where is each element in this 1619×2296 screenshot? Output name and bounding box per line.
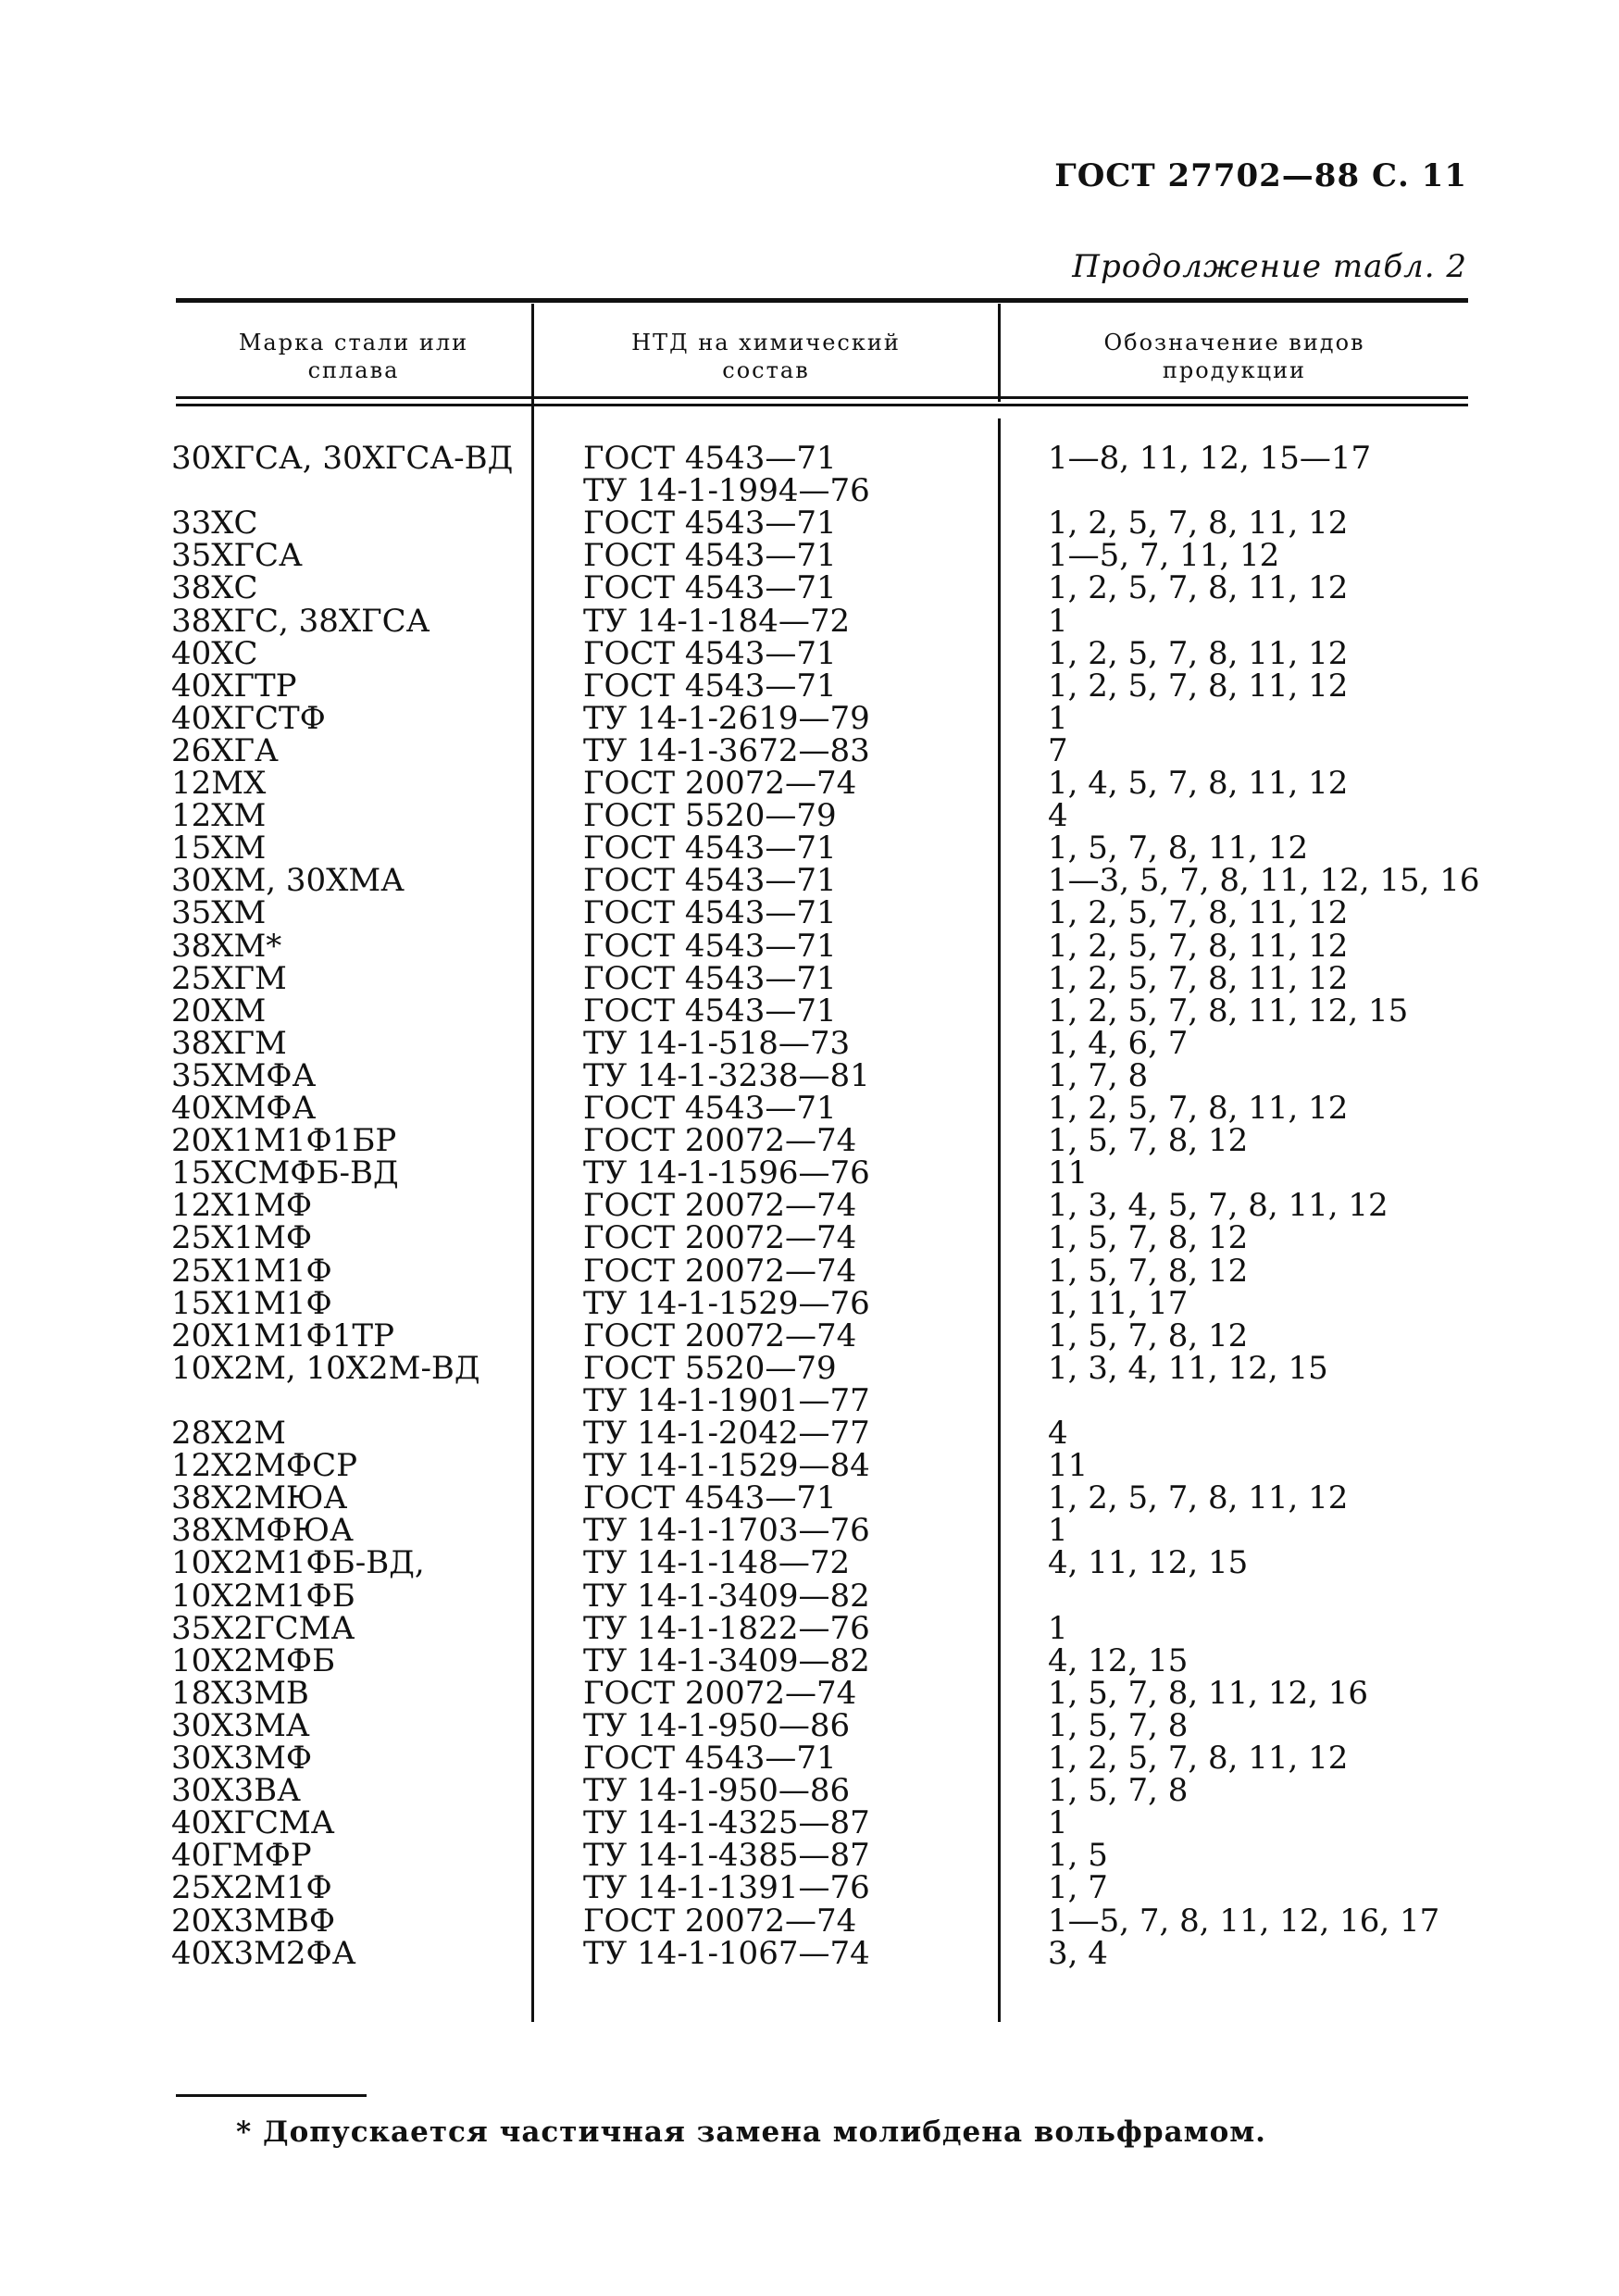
steel-grade-cell: 20Х1М1Ф1БР <box>171 1122 397 1160</box>
ntd-cell: ГОСТ 4543—71 <box>583 440 837 477</box>
column-header-line: НТД на химический <box>631 330 901 356</box>
ntd-cell: ТУ 14-1-2042—77 <box>583 1415 870 1452</box>
table-row <box>0 1092 1619 1125</box>
steel-grade-cell: 38Х2МЮА <box>171 1479 348 1517</box>
steel-grade-cell: 35ХГСА <box>171 537 303 575</box>
table-row <box>0 992 1619 1029</box>
ntd-cell: ГОСТ 5520—79 <box>583 797 837 835</box>
steel-grade-cell: 30ХМ, 30ХМА <box>171 862 405 900</box>
table-row <box>0 832 1619 865</box>
ntd-cell: ТУ 14-1-1067—74 <box>583 1934 870 1972</box>
steel-grade-cell: 38ХМ* <box>171 927 282 965</box>
product-types-cell: 1, 5, 7, 8, 12 <box>1048 1252 1249 1290</box>
steel-grade-cell: 15Х1М1Ф <box>171 1284 332 1322</box>
table-row <box>0 1187 1619 1225</box>
table-row <box>0 894 1619 932</box>
steel-grade-cell: 40ХГТР <box>171 667 297 705</box>
steel-grade-cell: 35ХМ <box>171 894 267 932</box>
ntd-cell: ГОСТ 4543—71 <box>583 927 837 965</box>
page-header: ГОСТ 27702—88 С. 11 <box>1054 157 1467 194</box>
table-row <box>0 505 1619 543</box>
column-header-line: продукции <box>1162 357 1307 383</box>
product-types-cell: 1, 2, 5, 7, 8, 11, 12 <box>1048 959 1349 997</box>
ntd-cell: ГОСТ 4543—71 <box>583 634 837 672</box>
product-types-cell: 1—5, 7, 11, 12 <box>1048 537 1280 575</box>
ntd-cell: ГОСТ 4543—71 <box>583 1740 837 1777</box>
table-row <box>0 1869 1619 1907</box>
table-row <box>0 602 1619 640</box>
ntd-cell: ТУ 14-1-1529—84 <box>583 1447 870 1485</box>
product-types-cell: 1, 5 <box>1048 1837 1108 1875</box>
steel-grade-cell: 12Х1МФ <box>171 1187 313 1225</box>
steel-grade-cell: 12МХ <box>171 765 267 802</box>
ntd-cell: ТУ 14-1-1822—76 <box>583 1609 870 1647</box>
steel-grade-cell: 40ХГСМА <box>171 1804 335 1842</box>
header-bottom-rule-2 <box>176 404 1468 406</box>
steel-grade-cell: 40ХГСТФ <box>171 699 326 737</box>
ntd-cell: ТУ 14-1-148—72 <box>583 1544 851 1582</box>
steel-grade-cell: 25Х1МФ <box>171 1219 313 1257</box>
table-row <box>0 537 1619 575</box>
product-types-cell: 4, 12, 15 <box>1048 1641 1189 1679</box>
product-types-cell: 11 <box>1048 1447 1089 1485</box>
table-row <box>0 862 1619 900</box>
ntd-cell: ГОСТ 4543—71 <box>583 959 837 997</box>
ntd-cell: ТУ 14-1-950—86 <box>583 1706 851 1744</box>
ntd-cell: ГОСТ 4543—71 <box>583 505 837 543</box>
product-types-cell: 1, 2, 5, 7, 8, 11, 12 <box>1048 1479 1349 1517</box>
product-types-cell: 1, 2, 5, 7, 8, 11, 12 <box>1048 505 1349 543</box>
steel-grade-cell: 33ХС <box>171 505 258 543</box>
table-row <box>0 1804 1619 1842</box>
ntd-cell: ГОСТ 20072—74 <box>583 1219 857 1257</box>
table-row <box>0 1056 1619 1094</box>
column-header-line: Обозначение видов <box>1103 330 1365 356</box>
ntd-cell: ТУ 14-1-3409—82 <box>583 1641 870 1679</box>
steel-grade-cell: 38ХГС, 38ХГСА <box>171 602 430 640</box>
ntd-cell: ТУ 14-1-1529—76 <box>583 1284 870 1322</box>
steel-grade-cell: 30Х3МФ <box>171 1740 313 1777</box>
product-types-cell: 1 <box>1048 602 1068 640</box>
column-header-ntd <box>534 329 998 384</box>
product-types-cell: 1, 2, 5, 7, 8, 11, 12 <box>1048 927 1349 965</box>
steel-grade-cell: 10Х2М1ФБ-ВД, <box>171 1544 425 1582</box>
product-types-cell: 1, 5, 7, 8 <box>1048 1772 1189 1810</box>
product-types-cell: 1, 5, 7, 8, 12 <box>1048 1219 1249 1257</box>
steel-grade-cell: 30Х3ВА <box>171 1772 301 1810</box>
ntd-cell: ТУ 14-1-3409—82 <box>583 1577 870 1615</box>
ntd-cell: ТУ 14-1-184—72 <box>583 602 851 640</box>
table-row <box>0 1316 1619 1354</box>
ntd-cell: ГОСТ 20072—74 <box>583 1674 857 1712</box>
product-types-cell: 1, 7 <box>1048 1869 1108 1907</box>
product-types-cell: 1, 2, 5, 7, 8, 11, 12 <box>1048 667 1349 705</box>
product-types-cell: 1, 7, 8 <box>1048 1056 1149 1094</box>
product-types-cell: 1, 5, 7, 8, 12 <box>1048 1122 1249 1160</box>
ntd-cell: ТУ 14-1-950—86 <box>583 1772 851 1810</box>
table-row <box>0 472 1619 510</box>
steel-grade-cell: 25ХГМ <box>171 959 287 997</box>
product-types-cell: 1, 5, 7, 8, 12 <box>1048 1316 1249 1354</box>
column-header-line: состав <box>722 357 810 383</box>
steel-grade-cell: 35Х2ГСМА <box>171 1609 355 1647</box>
table-row <box>0 959 1619 997</box>
product-types-cell: 1—5, 7, 8, 11, 12, 16, 17 <box>1048 1902 1440 1940</box>
steel-grade-cell: 18Х3МВ <box>171 1674 309 1712</box>
steel-grade-cell: 20ХМ <box>171 992 267 1029</box>
product-types-cell: 1, 3, 4, 11, 12, 15 <box>1048 1349 1328 1387</box>
table-row <box>0 1609 1619 1647</box>
table-row <box>0 1512 1619 1550</box>
steel-grade-cell: 10Х2МФБ <box>171 1641 336 1679</box>
steel-grade-cell: 28Х2М <box>171 1415 286 1452</box>
steel-grade-cell: 20Х1М1Ф1ТР <box>171 1316 394 1354</box>
table-row <box>0 767 1619 800</box>
ntd-cell: ТУ 14-1-3238—81 <box>583 1056 870 1094</box>
ntd-cell: ГОСТ 20072—74 <box>583 1187 857 1225</box>
product-types-cell: 1, 4, 5, 7, 8, 11, 12 <box>1048 765 1349 802</box>
ntd-cell: ТУ 14-1-4385—87 <box>583 1837 870 1875</box>
ntd-cell: ТУ 14-1-3672—83 <box>583 731 870 769</box>
table-row <box>0 731 1619 769</box>
ntd-cell: ГОСТ 20072—74 <box>583 1316 857 1354</box>
steel-grade-cell: 38ХГМ <box>171 1024 287 1062</box>
table-row <box>0 1219 1619 1257</box>
table-row <box>0 1772 1619 1810</box>
steel-grade-cell: 25Х1М1Ф <box>171 1252 332 1290</box>
table-row <box>0 634 1619 672</box>
steel-grade-cell: 40ГМФР <box>171 1837 312 1875</box>
ntd-cell: ГОСТ 4543—71 <box>583 667 837 705</box>
table-row <box>0 1284 1619 1322</box>
table-row <box>0 1349 1619 1387</box>
table-row <box>0 1902 1619 1940</box>
product-types-cell: 1, 5, 7, 8 <box>1048 1706 1189 1744</box>
ntd-cell: ТУ 14-1-1596—76 <box>583 1154 870 1192</box>
ntd-cell: ТУ 14-1-1901—77 <box>583 1381 870 1419</box>
table-row <box>0 699 1619 737</box>
table-row <box>0 1641 1619 1679</box>
product-types-cell: 1, 2, 5, 7, 8, 11, 12 <box>1048 569 1349 607</box>
steel-grade-cell: 10Х2М1ФБ <box>171 1577 355 1615</box>
table-row <box>0 667 1619 705</box>
product-types-cell: 1 <box>1048 1512 1068 1550</box>
ntd-cell: ТУ 14-1-1994—76 <box>583 472 870 510</box>
table-row <box>0 797 1619 835</box>
steel-grade-cell: 35ХМФА <box>171 1056 317 1094</box>
table-row <box>0 1417 1619 1450</box>
ntd-cell: ТУ 14-1-1703—76 <box>583 1512 870 1550</box>
ntd-cell: ТУ 14-1-518—73 <box>583 1024 851 1062</box>
steel-grade-cell: 20Х3МВФ <box>171 1902 336 1940</box>
product-types-cell: 4 <box>1048 797 1068 835</box>
product-types-cell: 1, 5, 7, 8, 11, 12 <box>1048 830 1309 867</box>
table-row <box>0 1122 1619 1160</box>
ntd-cell: ГОСТ 4543—71 <box>583 992 837 1029</box>
steel-grade-cell: 26ХГА <box>171 731 279 769</box>
table-row <box>0 1674 1619 1712</box>
column-header-grade <box>176 329 531 384</box>
ntd-cell: ГОСТ 4543—71 <box>583 894 837 932</box>
product-types-cell: 1 <box>1048 699 1068 737</box>
table-row <box>0 1577 1619 1615</box>
steel-grade-cell: 40ХМФА <box>171 1090 317 1127</box>
ntd-cell: ГОСТ 4543—71 <box>583 830 837 867</box>
header-bottom-rule-1 <box>176 396 1468 399</box>
product-types-cell: 4 <box>1048 1415 1068 1452</box>
ntd-cell: ГОСТ 20072—74 <box>583 1902 857 1940</box>
ntd-cell: ГОСТ 5520—79 <box>583 1349 837 1387</box>
product-types-cell: 11 <box>1048 1154 1089 1192</box>
steel-grade-cell: 12Х2МФСР <box>171 1447 358 1485</box>
product-types-cell: 1, 11, 17 <box>1048 1284 1189 1322</box>
product-types-cell: 1—8, 11, 12, 15—17 <box>1048 440 1372 477</box>
table-row <box>0 1252 1619 1290</box>
ntd-cell: ТУ 14-1-4325—87 <box>583 1804 870 1842</box>
column-header-line: Марка стали или <box>238 330 469 356</box>
table-row <box>0 927 1619 965</box>
product-types-cell: 1 <box>1048 1609 1068 1647</box>
table-row <box>0 569 1619 607</box>
table-row <box>0 1154 1619 1192</box>
table-row <box>0 1024 1619 1062</box>
table-row <box>0 1706 1619 1744</box>
ntd-cell: ГОСТ 4543—71 <box>583 1090 837 1127</box>
product-types-cell: 7 <box>1048 731 1068 769</box>
footnote-rule <box>176 2094 367 2097</box>
table-row <box>0 1447 1619 1485</box>
steel-grade-cell: 38ХМФЮА <box>171 1512 354 1550</box>
column-header-products <box>1001 329 1468 384</box>
product-types-cell: 1, 2, 5, 7, 8, 11, 12 <box>1048 894 1349 932</box>
ntd-cell: ГОСТ 4543—71 <box>583 537 837 575</box>
steel-grade-cell: 38ХС <box>171 569 258 607</box>
table-row <box>0 1742 1619 1775</box>
product-types-cell: 1—3, 5, 7, 8, 11, 12, 15, 16 <box>1048 862 1480 900</box>
steel-grade-cell: 40ХС <box>171 634 258 672</box>
steel-grade-cell: 25Х2М1Ф <box>171 1869 332 1907</box>
ntd-cell: ГОСТ 20072—74 <box>583 1122 857 1160</box>
table-top-rule <box>176 298 1468 303</box>
table-row <box>0 1837 1619 1875</box>
table-row <box>0 1934 1619 1972</box>
table-continuation-label: Продолжение табл. 2 <box>1072 248 1467 285</box>
ntd-cell: ГОСТ 4543—71 <box>583 1479 837 1517</box>
steel-grade-cell: 40Х3М2ФА <box>171 1934 356 1972</box>
ntd-cell: ГОСТ 4543—71 <box>583 569 837 607</box>
steel-grade-cell: 12ХМ <box>171 797 267 835</box>
ntd-cell: ГОСТ 4543—71 <box>583 862 837 900</box>
table-row <box>0 1479 1619 1517</box>
product-types-cell: 1, 2, 5, 7, 8, 11, 12 <box>1048 1740 1349 1777</box>
product-types-cell: 1, 2, 5, 7, 8, 11, 12 <box>1048 1090 1349 1127</box>
ntd-cell: ГОСТ 20072—74 <box>583 765 857 802</box>
product-types-cell: 1, 2, 5, 7, 8, 11, 12 <box>1048 634 1349 672</box>
table-row <box>0 1544 1619 1582</box>
ntd-cell: ТУ 14-1-1391—76 <box>583 1869 870 1907</box>
table-row <box>0 1381 1619 1419</box>
table-row <box>0 440 1619 477</box>
steel-grade-cell: 15ХМ <box>171 830 267 867</box>
ntd-cell: ТУ 14-1-2619—79 <box>583 699 870 737</box>
product-types-cell: 1 <box>1048 1804 1068 1842</box>
ntd-cell: ГОСТ 20072—74 <box>583 1252 857 1290</box>
product-types-cell: 1, 4, 6, 7 <box>1048 1024 1189 1062</box>
product-types-cell: 1, 5, 7, 8, 11, 12, 16 <box>1048 1674 1369 1712</box>
product-types-cell: 3, 4 <box>1048 1934 1108 1972</box>
footnote: * Допускается частичная замена молибдена вольфрамом. <box>236 2115 1266 2149</box>
steel-grade-cell: 30ХГСА, 30ХГСА-ВД <box>171 440 514 477</box>
product-types-cell: 1, 2, 5, 7, 8, 11, 12, 15 <box>1048 992 1409 1029</box>
column-header-line: сплава <box>307 357 400 383</box>
steel-grade-cell: 10Х2М, 10Х2М-ВД <box>171 1349 480 1387</box>
steel-grade-cell: 15ХСМФБ-ВД <box>171 1154 399 1192</box>
product-types-cell: 1, 3, 4, 5, 7, 8, 11, 12 <box>1048 1187 1389 1225</box>
steel-grade-cell: 30Х3МА <box>171 1706 310 1744</box>
product-types-cell: 4, 11, 12, 15 <box>1048 1544 1249 1582</box>
